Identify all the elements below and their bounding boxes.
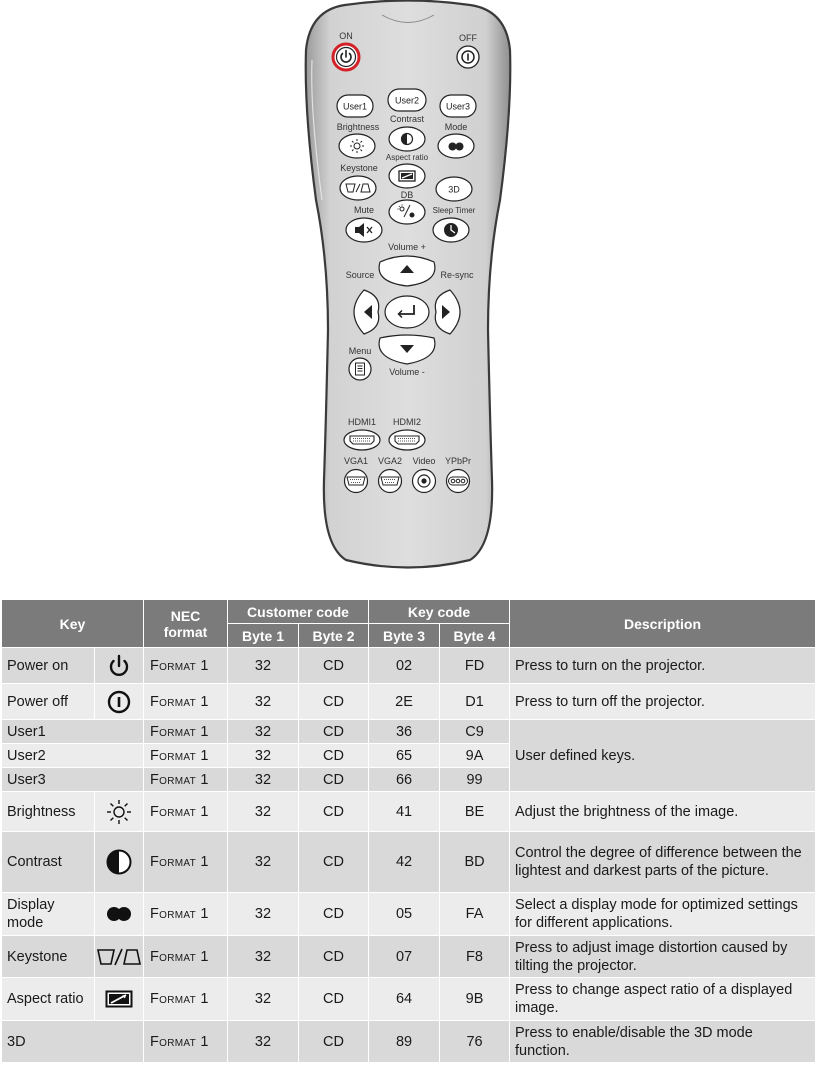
key-name: Contrast	[2, 832, 95, 893]
byte1: 32	[228, 768, 299, 792]
byte1: 32	[228, 744, 299, 768]
enter-button[interactable]	[385, 296, 429, 328]
sleep-timer-button[interactable]	[433, 218, 469, 242]
key-name: Keystone	[2, 936, 95, 978]
contrast-label: Contrast	[389, 114, 425, 124]
byte3: 42	[369, 832, 440, 893]
power-on-label: ON	[339, 31, 353, 41]
menu-label: Menu	[348, 346, 372, 356]
byte1: 32	[228, 936, 299, 978]
description: Press to adjust image distortion caused by tilting the projector.	[510, 936, 816, 978]
byte4: 9A	[440, 744, 510, 768]
description: Press to turn off the projector.	[510, 684, 816, 720]
byte4: BE	[440, 792, 510, 832]
volume-plus-label: Volume +	[388, 242, 426, 252]
table-row	[2, 684, 816, 720]
nec-format: Format 1	[144, 684, 228, 720]
byte4: BD	[440, 832, 510, 893]
svg-text:User3: User3	[445, 101, 471, 112]
byte3: 36	[369, 720, 440, 744]
nec-format: Format 1	[144, 893, 228, 936]
byte4: FD	[440, 648, 510, 684]
db-button[interactable]	[389, 200, 425, 224]
brightness-icon	[105, 798, 133, 826]
ypbpr-button[interactable]	[447, 470, 470, 493]
byte2: CD	[299, 720, 369, 744]
description: Press to turn on the projector.	[510, 648, 816, 684]
table-row	[2, 893, 816, 936]
brightness-label: Brightness	[336, 122, 380, 132]
byte2: CD	[299, 978, 369, 1021]
vga1-label: VGA1	[343, 456, 369, 466]
byte2: CD	[299, 648, 369, 684]
aspect-ratio-button[interactable]	[389, 164, 425, 188]
power-off-button[interactable]	[457, 46, 479, 68]
hdmi2-button[interactable]	[389, 430, 425, 450]
header-key-code: Key code	[369, 600, 510, 624]
nec-format: Format 1	[144, 720, 228, 744]
byte4: 76	[440, 1021, 510, 1063]
display-mode-icon	[104, 904, 134, 924]
byte1: 32	[228, 684, 299, 720]
header-customer-code: Customer code	[228, 600, 369, 624]
hdmi-port-icon	[350, 436, 374, 444]
user3-button[interactable]	[440, 95, 476, 117]
svg-text:3D: 3D	[448, 184, 460, 195]
byte3: 07	[369, 936, 440, 978]
key-icon-cell	[95, 832, 144, 893]
description: User defined keys.	[510, 720, 816, 792]
byte3: 2E	[369, 684, 440, 720]
byte4: 99	[440, 768, 510, 792]
power-off-icon	[106, 689, 132, 715]
key-name: Aspect ratio	[2, 978, 95, 1021]
contrast-icon	[105, 848, 133, 876]
key-icon-cell	[95, 893, 144, 936]
mode-label: Mode	[444, 122, 468, 132]
keystone-label: Keystone	[340, 163, 378, 173]
vga2-label: VGA2	[377, 456, 403, 466]
table-row	[2, 792, 816, 832]
key-name: Display mode	[2, 893, 95, 936]
nec-format: Format 1	[144, 768, 228, 792]
user2-button[interactable]	[388, 89, 426, 111]
vga-port-icon	[381, 477, 399, 485]
header-description: Description	[510, 600, 816, 648]
table-row	[2, 978, 816, 1021]
power-icon	[106, 653, 132, 679]
byte4: 9B	[440, 978, 510, 1021]
mute-button[interactable]	[346, 218, 382, 242]
byte3: 65	[369, 744, 440, 768]
video-label: Video	[412, 456, 436, 466]
byte4: D1	[440, 684, 510, 720]
key-icon-cell	[95, 978, 144, 1021]
byte2: CD	[299, 832, 369, 893]
menu-button[interactable]	[349, 358, 371, 380]
aspect-ratio-label: Aspect ratio	[385, 153, 429, 162]
byte4: C9	[440, 720, 510, 744]
header-key: Key	[2, 600, 144, 648]
byte2: CD	[299, 893, 369, 936]
video-button[interactable]	[413, 470, 436, 493]
3d-button[interactable]	[436, 177, 472, 201]
byte2: CD	[299, 684, 369, 720]
brightness-button[interactable]	[339, 134, 375, 158]
byte2: CD	[299, 792, 369, 832]
mute-label: Mute	[353, 205, 375, 215]
nec-format: Format 1	[144, 1021, 228, 1063]
description: Adjust the brightness of the image.	[510, 792, 816, 832]
ypbpr-label: YPbPr	[444, 456, 472, 466]
byte2: CD	[299, 1021, 369, 1063]
key-icon-cell	[95, 792, 144, 832]
nec-format: Format 1	[144, 744, 228, 768]
byte3: 89	[369, 1021, 440, 1063]
description: Control the degree of difference between the lightest and darkest parts of the picture.	[510, 832, 816, 893]
key-icon-cell	[95, 684, 144, 720]
svg-text:User1: User1	[342, 101, 368, 112]
nec-format: Format 1	[144, 936, 228, 978]
user1-button[interactable]	[337, 95, 373, 117]
resync-label: Re-sync	[440, 270, 474, 280]
byte4: F8	[440, 936, 510, 978]
db-label: DB	[400, 190, 414, 200]
description: Select a display mode for optimized settings for different applications.	[510, 893, 816, 936]
aspect-ratio-icon	[399, 171, 415, 181]
byte4: FA	[440, 893, 510, 936]
byte1: 32	[228, 648, 299, 684]
byte3: 41	[369, 792, 440, 832]
key-name: Brightness	[2, 792, 95, 832]
table-row	[2, 648, 816, 684]
svg-text:User2: User2	[394, 95, 420, 106]
byte1: 32	[228, 1021, 299, 1063]
volume-minus-label: Volume -	[389, 367, 425, 377]
description: Press to enable/disable the 3D mode function.	[510, 1021, 816, 1063]
vga-port-icon	[347, 477, 365, 485]
header-byte2: Byte 2	[299, 624, 369, 648]
byte2: CD	[299, 768, 369, 792]
byte1: 32	[228, 832, 299, 893]
aspect-ratio-icon	[105, 989, 133, 1009]
contrast-icon	[402, 134, 413, 145]
table-row	[2, 936, 816, 978]
vga2-button[interactable]	[379, 470, 402, 493]
source-label: Source	[345, 270, 375, 280]
key-code-table	[1, 599, 816, 1063]
video-port-icon	[418, 475, 430, 487]
hdmi1-label: HDMI1	[347, 417, 377, 427]
power-on-button[interactable]	[333, 44, 359, 70]
power-off-label: OFF	[459, 33, 477, 43]
key-name: User2	[2, 744, 144, 768]
byte3: 66	[369, 768, 440, 792]
byte1: 32	[228, 792, 299, 832]
description: Press to change aspect ratio of a displayed image.	[510, 978, 816, 1021]
header-byte4: Byte 4	[440, 624, 510, 648]
key-name: Power off	[2, 684, 95, 720]
table-row	[2, 1021, 816, 1063]
header-byte3: Byte 3	[369, 624, 440, 648]
key-name: User1	[2, 720, 144, 744]
keystone-button[interactable]	[340, 176, 376, 200]
key-name: 3D	[2, 1021, 144, 1063]
nec-format: Format 1	[144, 792, 228, 832]
table-row	[2, 832, 816, 893]
byte1: 32	[228, 720, 299, 744]
header-byte1: Byte 1	[228, 624, 299, 648]
contrast-button[interactable]	[389, 127, 425, 151]
hdmi-port-icon	[395, 436, 419, 444]
key-name: User3	[2, 768, 144, 792]
byte1: 32	[228, 893, 299, 936]
hdmi1-button[interactable]	[344, 430, 380, 450]
vga1-button[interactable]	[345, 470, 368, 493]
hdmi2-label: HDMI2	[392, 417, 422, 427]
nec-format: Format 1	[144, 648, 228, 684]
byte2: CD	[299, 744, 369, 768]
key-name: Power on	[2, 648, 95, 684]
byte3: 02	[369, 648, 440, 684]
byte2: CD	[299, 936, 369, 978]
nec-format: Format 1	[144, 832, 228, 893]
byte3: 05	[369, 893, 440, 936]
sleep-timer-label: Sleep Timer	[432, 206, 476, 215]
nec-format: Format 1	[144, 978, 228, 1021]
keystone-icon	[96, 946, 142, 968]
mode-button[interactable]	[438, 134, 474, 158]
byte1: 32	[228, 978, 299, 1021]
table-row	[2, 720, 816, 744]
key-icon-cell	[95, 648, 144, 684]
sleep-timer-icon	[444, 223, 458, 237]
header-nec-format: NEC format	[144, 600, 228, 648]
byte3: 64	[369, 978, 440, 1021]
key-icon-cell	[95, 936, 144, 978]
